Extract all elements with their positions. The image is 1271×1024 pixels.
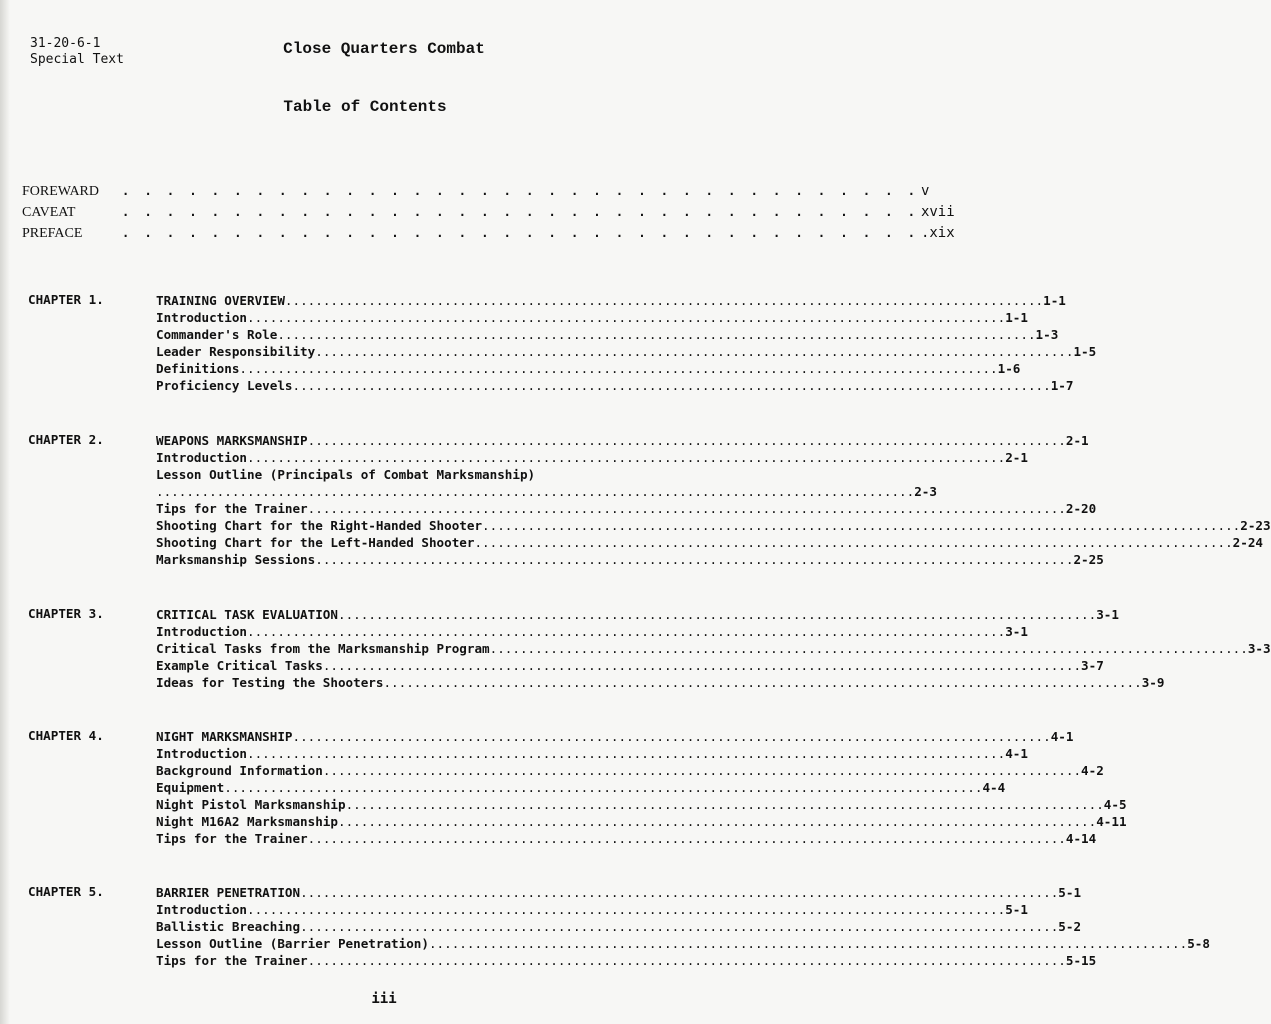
entry-title: Tips for the Trainer (156, 831, 308, 846)
front-matter-item (22, 183, 930, 204)
dot-leader (247, 309, 1005, 326)
entry-title: Introduction (156, 746, 247, 761)
front-matter-label: PREFACE (22, 226, 83, 241)
toc-entry (156, 500, 1097, 517)
dot-leader (383, 674, 1141, 691)
entry-page: 4-11 (1096, 814, 1127, 829)
front-matter-label: CAVEAT (22, 205, 76, 220)
front-matter-list (22, 183, 955, 246)
entry-title: Leader Responsibility (156, 344, 316, 359)
entry-page: 1-6 (997, 361, 1021, 376)
toc-entry (156, 674, 1165, 691)
dot-leader (247, 623, 1005, 640)
dot-leader (224, 779, 982, 796)
toc-entry (156, 534, 1264, 551)
entry-title: Introduction (156, 310, 247, 325)
entry-title: Equipment (156, 780, 225, 795)
entry-page: 1-3 (1035, 327, 1059, 342)
toc-entry (156, 449, 1028, 466)
chapter-label: CHAPTER 5. (28, 884, 104, 899)
toc-entry-continuation (156, 483, 937, 500)
page-edge-shadow (0, 0, 10, 1024)
entry-title: Night Pistol Marksmanship (156, 797, 346, 812)
entry-title: Marksmanship Sessions (156, 552, 316, 567)
chapter-heading-row (156, 606, 1119, 623)
entry-page: 2-20 (1065, 501, 1097, 516)
toc-entry (156, 623, 1028, 640)
toc-entry (156, 657, 1104, 674)
dot-leader (300, 884, 1058, 901)
entry-title: Tips for the Trainer (156, 501, 308, 516)
entry-title-wrapped: Lesson Outline (Principals of Combat Marksmanship) (156, 467, 536, 482)
entry-title: Background Information (156, 763, 323, 778)
dot-leader: . . . . . . . . . . . . . . . . . . . . . . . . . . . . . . . . . . . . (122, 184, 919, 198)
front-matter-item (22, 204, 955, 225)
chapter-page: 3-1 (1096, 607, 1119, 622)
dot-leader: . . . . . . . . . . . . . . . . . . . . . . . . . . . . . . . . . . . . (122, 205, 919, 219)
dot-leader: . . . . . . . . . . . . . . . . . . . . . . . . . . . . . . . . . . . . (122, 226, 919, 240)
toc-entry (156, 377, 1074, 394)
entry-page: 4-2 (1081, 763, 1104, 778)
page-number: iii (371, 991, 397, 1007)
entry-title: Lesson Outline (Barrier Penetration) (156, 936, 429, 951)
entry-title: Shooting Chart for the Right-Handed Shooter (156, 518, 483, 533)
chapter-page: 5-1 (1058, 885, 1082, 900)
chapter-heading-row (156, 884, 1082, 901)
dot-leader (156, 483, 914, 500)
entry-title: Night M16A2 Marksmanship (156, 814, 338, 829)
doc-type: Special Text (30, 52, 124, 67)
dot-leader (315, 551, 1073, 568)
chapter-title: NIGHT MARKSMANSHIP (156, 729, 293, 744)
front-matter-page: .xix (920, 225, 955, 241)
dot-leader (490, 640, 1248, 657)
dot-leader (308, 830, 1066, 847)
toc-entry (156, 813, 1127, 830)
entry-title: Commander's Role (156, 327, 278, 342)
dot-leader (292, 728, 1050, 745)
toc-entry (156, 343, 1097, 360)
entry-page: 3-1 (1005, 624, 1028, 639)
entry-page: 3-3 (1247, 641, 1271, 656)
dot-leader (315, 343, 1073, 360)
dot-leader (323, 657, 1081, 674)
entry-page: 2-1 (1005, 450, 1028, 465)
toc-entry (156, 830, 1097, 847)
dot-leader (300, 918, 1058, 935)
chapter-heading-row (156, 292, 1066, 309)
dot-leader (247, 449, 1005, 466)
entry-page: 3-9 (1141, 675, 1165, 690)
entry-page: 5-2 (1058, 919, 1082, 934)
dot-leader (474, 534, 1232, 551)
toc-entry (156, 952, 1097, 969)
toc-entry (156, 779, 1006, 796)
chapter-heading-row (156, 432, 1089, 449)
chapter-page: 4-1 (1050, 729, 1074, 744)
toc-entry (156, 745, 1028, 762)
chapter-heading-row (156, 728, 1074, 745)
entry-page: 4-4 (982, 780, 1006, 795)
toc-entry (156, 796, 1127, 813)
dot-leader (429, 935, 1187, 952)
toc-entry (156, 326, 1059, 343)
entry-title: Ideas for Testing the Shooters (156, 675, 384, 690)
entry-title: Definitions (156, 361, 240, 376)
entry-title: Tips for the Trainer (156, 953, 308, 968)
entry-page: 5-1 (1005, 902, 1028, 917)
entry-page: 5-8 (1187, 936, 1210, 951)
entry-page: 2-3 (914, 484, 937, 499)
dot-leader (323, 762, 1081, 779)
entry-page: 3-7 (1081, 658, 1104, 673)
chapter-title: TRAINING OVERVIEW (156, 293, 285, 308)
dot-leader (308, 500, 1066, 517)
entry-title: Introduction (156, 902, 247, 917)
chapter-title: CRITICAL TASK EVALUATION (156, 607, 338, 622)
toc-entry (156, 901, 1028, 918)
dot-leader (247, 901, 1005, 918)
toc-entry (156, 309, 1028, 326)
toc-entry (156, 360, 1021, 377)
dot-leader (277, 326, 1035, 343)
toc-heading: Table of Contents (283, 98, 447, 116)
front-matter-page: v (920, 183, 930, 199)
front-matter-item (22, 225, 955, 246)
entry-title: Proficiency Levels (156, 378, 293, 393)
front-matter-label: FOREWARD (22, 184, 100, 199)
front-matter-page: xvii (920, 204, 955, 220)
chapter-label: CHAPTER 2. (28, 432, 104, 447)
entry-title: Ballistic Breaching (156, 919, 301, 934)
chapter-label: CHAPTER 1. (28, 292, 104, 307)
entry-title: Introduction (156, 624, 247, 639)
entry-page: 1-5 (1073, 344, 1097, 359)
toc-entry (156, 935, 1210, 952)
dot-leader (247, 745, 1005, 762)
entry-title: Critical Tasks from the Marksmanship Program (156, 641, 490, 656)
entry-title: Introduction (156, 450, 247, 465)
entry-title: Example Critical Tasks (156, 658, 323, 673)
dot-leader (482, 517, 1240, 534)
dot-leader (239, 360, 997, 377)
dot-leader (285, 292, 1043, 309)
dot-leader (338, 813, 1096, 830)
entry-page: 5-15 (1065, 953, 1097, 968)
toc-entry (156, 640, 1271, 657)
dot-leader (338, 606, 1096, 623)
toc-entry (156, 762, 1104, 779)
dot-leader (292, 377, 1050, 394)
entry-page: 1-7 (1050, 378, 1074, 393)
dot-leader (346, 796, 1104, 813)
entry-page: 4-1 (1005, 746, 1028, 761)
entry-page: 4-5 (1103, 797, 1127, 812)
entry-page: 2-24 (1232, 535, 1264, 550)
document-title: Close Quarters Combat (283, 40, 485, 58)
entry-page: 1-1 (1005, 310, 1028, 325)
dot-leader (308, 952, 1066, 969)
entry-page: 2-25 (1073, 552, 1104, 567)
chapter-title: BARRIER PENETRATION (156, 885, 301, 900)
entry-page: 4-14 (1065, 831, 1097, 846)
chapter-label: CHAPTER 3. (28, 606, 104, 621)
entry-title: Shooting Chart for the Left-Handed Shooter (156, 535, 475, 550)
toc-entry (156, 551, 1104, 568)
toc-entry (156, 517, 1271, 534)
chapter-title: WEAPONS MARKSMANSHIP (156, 433, 308, 448)
dot-leader (308, 432, 1066, 449)
toc-entry (156, 918, 1082, 935)
doc-number: 31-20-6-1 (30, 36, 101, 51)
chapter-page: 1-1 (1043, 293, 1066, 308)
chapter-label: CHAPTER 4. (28, 728, 104, 743)
entry-page: 2-23 (1240, 518, 1271, 533)
chapter-page: 2-1 (1065, 433, 1089, 448)
